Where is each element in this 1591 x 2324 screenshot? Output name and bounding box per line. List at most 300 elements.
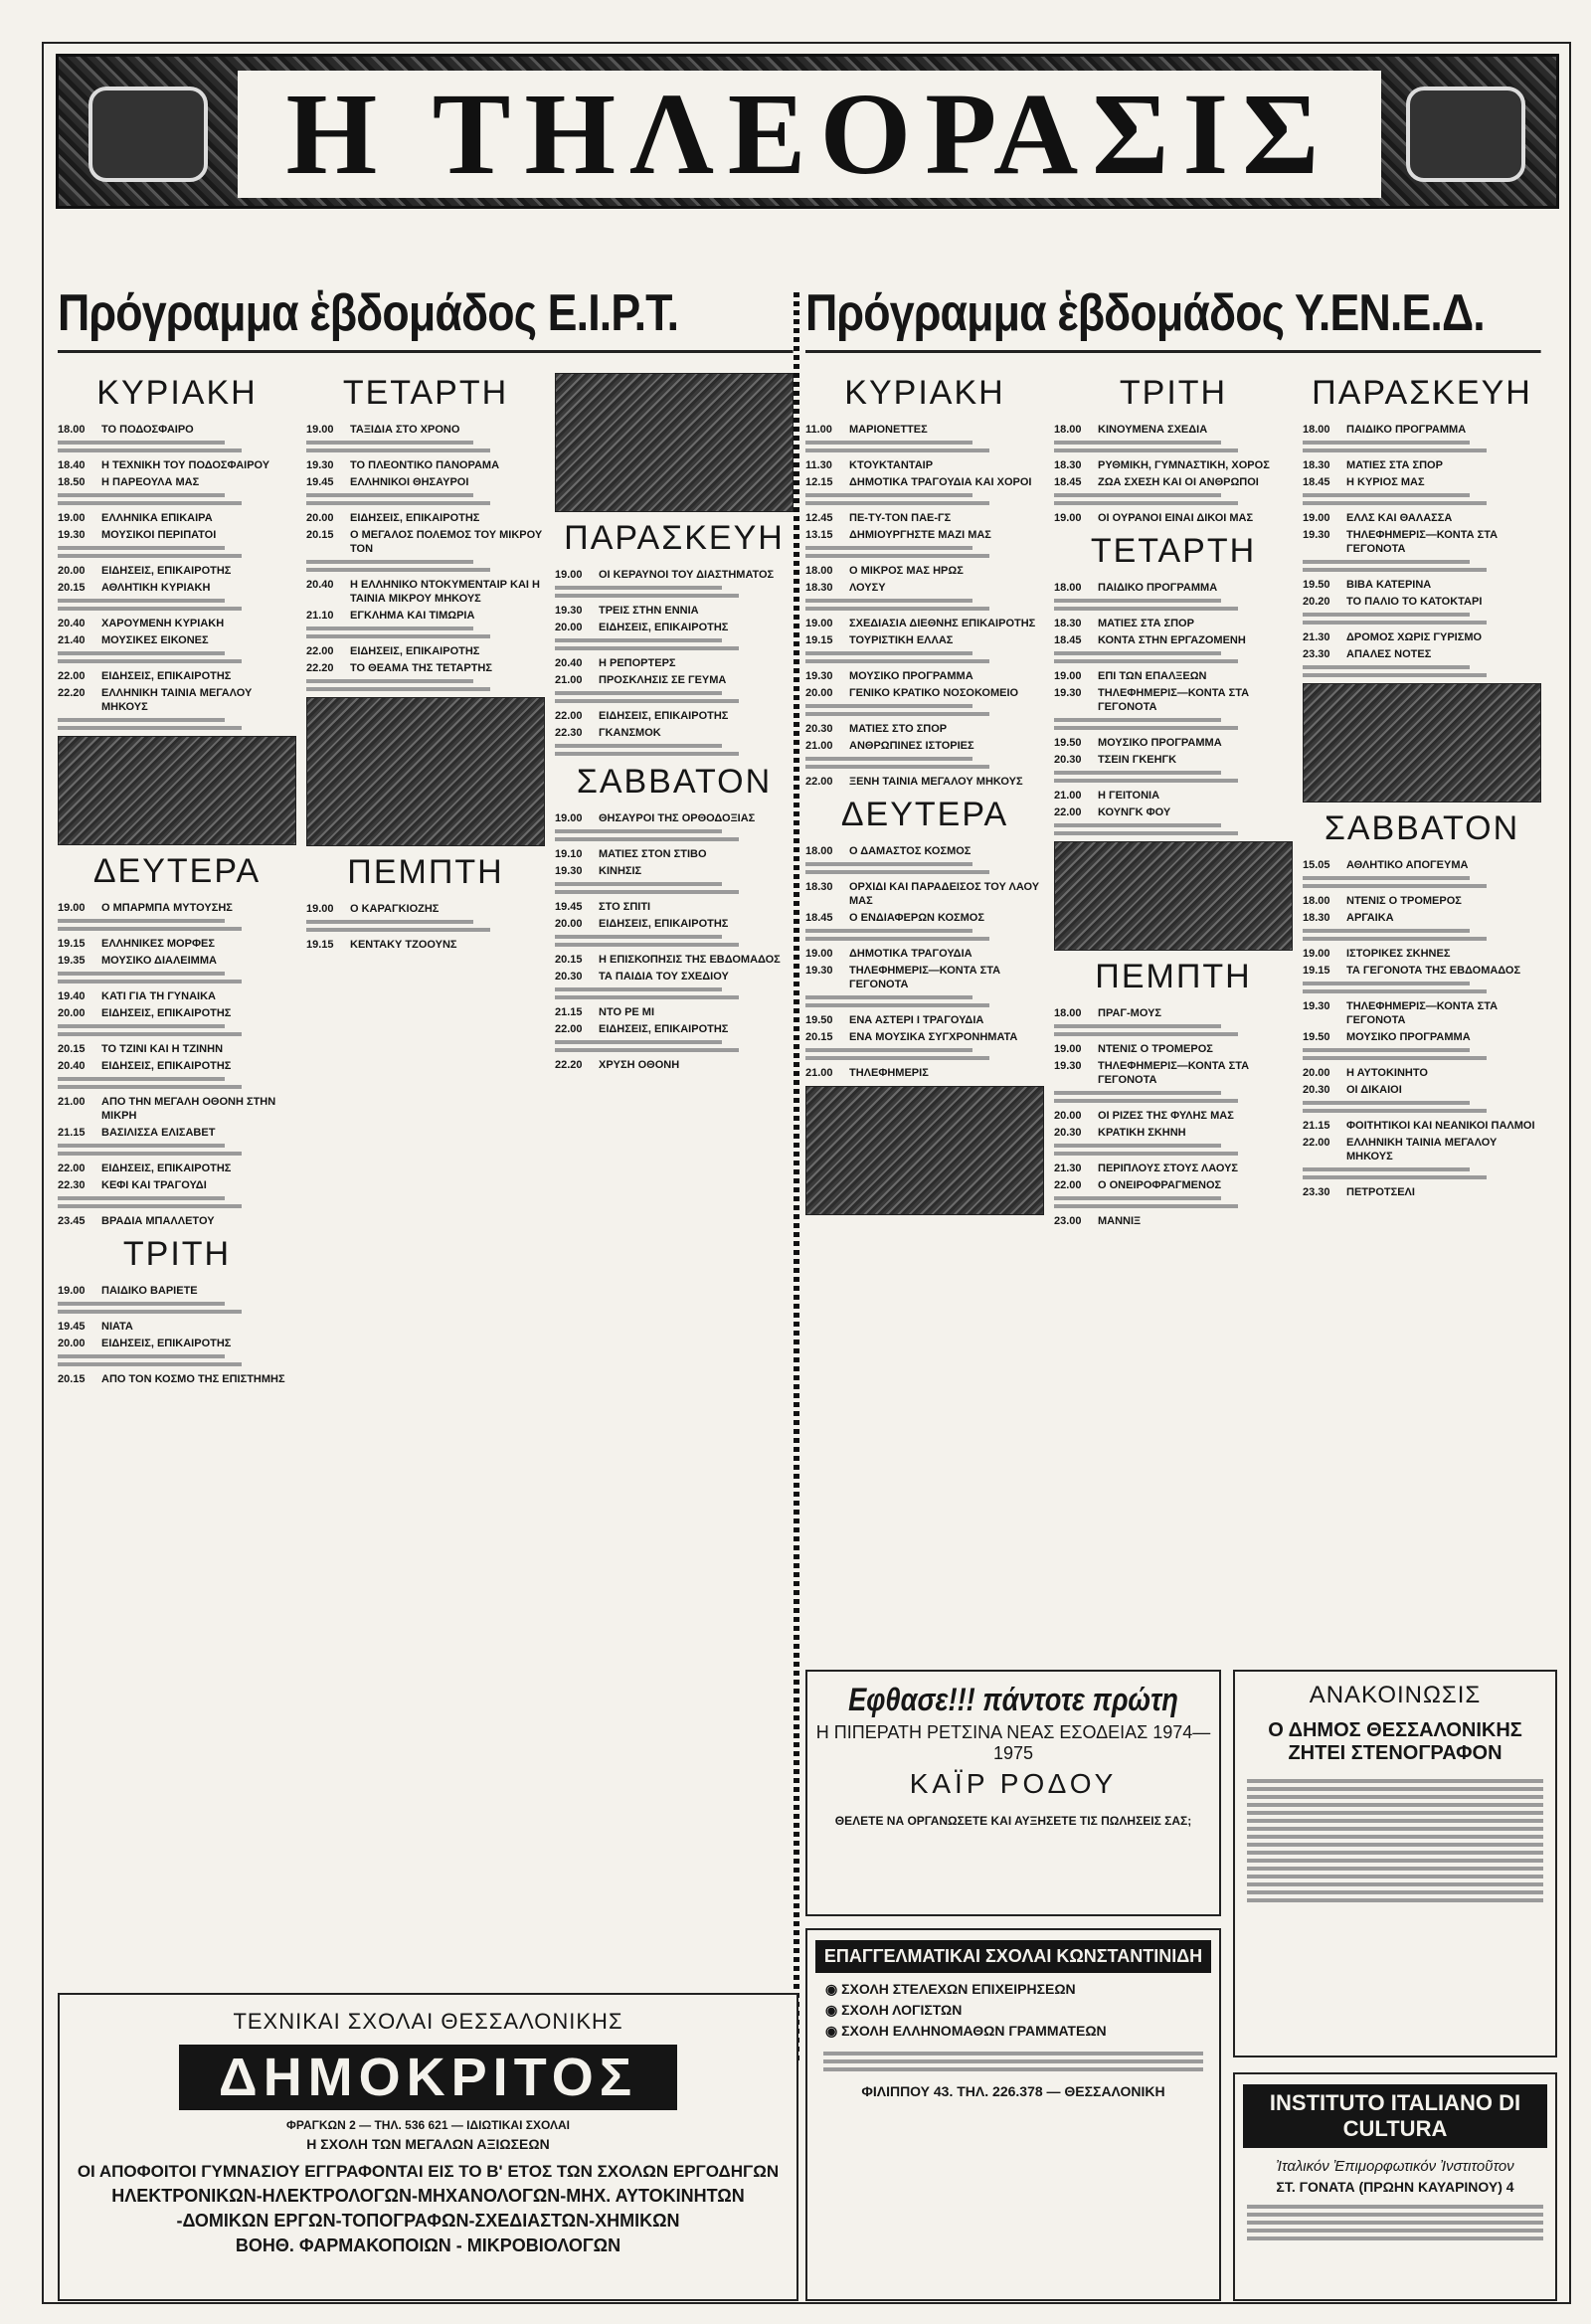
notice-heading: ΑΝΑΚΟΙΝΩΣΙΣ xyxy=(1309,1682,1482,1708)
program-title: Ο ΚΑΡΑΓΚΙΟΖΗΣ xyxy=(350,903,440,915)
program-time: 20.00 xyxy=(805,687,833,699)
program-time: 20.15 xyxy=(58,1043,86,1055)
program-time: 19.45 xyxy=(555,901,583,913)
program-time: 21.00 xyxy=(1054,790,1082,802)
program-time: 23.30 xyxy=(1303,1186,1330,1198)
program-description xyxy=(805,1048,1044,1060)
program-title: ΚΤΟΥΚΤΑΝΤΑΙΡ xyxy=(849,459,934,471)
program-entry xyxy=(555,726,794,740)
ad-subtitle: Ἰταλικόν Ἐπιμορφωτικόν Ἰνστιτοῦτον xyxy=(1276,2158,1514,2175)
notice-body xyxy=(1247,1779,1543,1902)
day-heading: ΔΕΥΤΕΡΑ xyxy=(840,796,1009,833)
program-title: ΖΩΑ ΣΧΕΣΗ ΚΑΙ ΟΙ ΑΝΘΡΩΠΟΙ xyxy=(1098,476,1259,488)
program-entry xyxy=(1303,911,1541,925)
program-time: 11.00 xyxy=(805,424,832,436)
program-description xyxy=(58,1077,296,1089)
program-title: ΡΥΘΜΙΚΗ, ΓΥΜΝΑΣΤΙΚΗ, ΧΟΡΟΣ xyxy=(1098,459,1270,471)
program-entry xyxy=(1303,1083,1541,1097)
program-title: ΚΕΦΙ ΚΑΙ ΤΡΑΓΟΥΔΙ xyxy=(101,1179,207,1191)
ad-item: ◉ ΣΧΟΛΗ ΣΤΕΛΕΧΩΝ ΕΠΙΧΕΙΡΗΣΕΩΝ xyxy=(825,1981,1076,1997)
program-time: 18.00 xyxy=(1303,424,1330,436)
program-time: 22.00 xyxy=(1303,1137,1330,1149)
program-entry xyxy=(58,669,296,683)
ad-enrollment: ΟΙ ΑΠΟΦΟΙΤΟΙ ΓΥΜΝΑΣΙΟΥ ΕΓΓΡΑΦΟΝΤΑΙ ΕΙΣ ΤΟ Β' ΕΤΟΣ ΤΩΝ ΣΧΟΛΩΝ ΕΡΓΟΔΗΓΩΝ xyxy=(77,2162,780,2181)
program-time: 15.05 xyxy=(1303,859,1330,871)
program-time: 18.00 xyxy=(1303,895,1330,907)
program-title: ΤΣΕΙΝ ΓΚΕΗΓΚ xyxy=(1098,754,1177,766)
program-time: 20.30 xyxy=(1054,754,1082,766)
program-title: ΑΘΛΗΤΙΚΗ ΚΥΡΙΑΚΗ xyxy=(101,582,211,594)
eirt-schedule xyxy=(58,282,794,1389)
program-title: Ο ΕΝΔΙΑΦΕΡΩΝ ΚΟΣΜΟΣ xyxy=(849,912,984,924)
program-description xyxy=(306,560,545,572)
program-time: 19.50 xyxy=(1303,579,1330,591)
konstantinidis-schools-ad xyxy=(805,1928,1221,2301)
program-title: ΝΤΕΝΙΣ Ο ΤΡΟΜΕΡΟΣ xyxy=(1346,895,1462,907)
program-entry xyxy=(1054,736,1293,750)
program-description xyxy=(58,718,296,730)
program-time: 20.15 xyxy=(555,954,583,966)
program-title: ΠΑΙΔΙΚΟ ΠΡΟΓΡΑΜΜΑ xyxy=(1098,582,1218,594)
program-time: 20.30 xyxy=(1054,1127,1082,1139)
tv-screen-icon xyxy=(1406,87,1525,182)
program-entry xyxy=(805,844,1044,858)
program-description xyxy=(1303,441,1541,452)
program-entry xyxy=(1303,947,1541,961)
program-title: ΕΙΔΗΣΕΙΣ, ΕΠΙΚΑΙΡΟΤΗΣ xyxy=(350,512,480,524)
program-entry xyxy=(805,1030,1044,1044)
program-title: ΕΙΔΗΣΕΙΣ, ΕΠΙΚΑΙΡΟΤΗΣ xyxy=(599,918,729,930)
program-title: ΕΓΚΛΗΜΑ ΚΑΙ ΤΙΜΩΡΙΑ xyxy=(350,610,475,622)
program-time: 19.00 xyxy=(58,902,86,914)
program-description xyxy=(58,651,296,663)
program-entry xyxy=(805,722,1044,736)
program-time: 20.15 xyxy=(58,582,86,594)
program-description xyxy=(555,744,794,756)
program-time: 20.00 xyxy=(1303,1067,1330,1079)
program-photo xyxy=(58,736,296,845)
program-entry xyxy=(555,864,794,878)
program-description xyxy=(1303,1167,1541,1179)
program-description xyxy=(306,679,545,691)
ad-headline: Εφθασε!!! πάντοτε πρώτη xyxy=(848,1682,1178,1717)
program-time: 23.00 xyxy=(1054,1215,1082,1227)
program-entry xyxy=(805,1013,1044,1027)
program-entry xyxy=(1054,1162,1293,1175)
program-entry xyxy=(58,1337,296,1350)
program-entry xyxy=(805,528,1044,542)
program-title: ΤΗΛΕΦΗΜΕΡΙΣ xyxy=(849,1067,929,1079)
program-entry xyxy=(805,458,1044,472)
program-time: 20.15 xyxy=(306,529,334,541)
program-description xyxy=(58,599,296,611)
program-time: 19.50 xyxy=(805,1014,833,1026)
program-photo xyxy=(1303,683,1541,803)
masthead-band xyxy=(238,71,1381,198)
program-title: ΒΙΒΑ ΚΑΤΕΡΙΝΑ xyxy=(1346,579,1432,591)
program-entry xyxy=(306,528,545,556)
program-title: ΠΕΡΙΠΛΟΥΣ ΣΤΟΥΣ ΛΑΟΥΣ xyxy=(1098,1162,1239,1174)
program-title: ΜΟΥΣΙΚΟ ΠΡΟΓΡΑΜΜΑ xyxy=(1098,737,1222,749)
program-entry xyxy=(58,1214,296,1228)
eirt-heading: Πρόγραμμα ἑβδομάδος Ε.Ι.Ρ.Τ. xyxy=(58,282,794,353)
program-description xyxy=(805,441,1044,452)
program-title: ΠΑΙΔΙΚΟ ΒΑΡΙΕΤΕ xyxy=(101,1285,198,1297)
program-title: ΚΙΝΗΣΙΣ xyxy=(599,865,642,877)
program-time: 19.30 xyxy=(555,605,583,617)
program-entry xyxy=(1303,1185,1541,1199)
program-description xyxy=(1054,1196,1293,1208)
program-title: ΓΕΝΙΚΟ ΚΡΑΤΙΚΟ ΝΟΣΟΚΟΜΕΙΟ xyxy=(849,687,1019,699)
program-title: Ο ΟΝΕΙΡΟΦΡΑΓΜΕΝΟΣ xyxy=(1098,1179,1222,1191)
yened-column-3 xyxy=(1303,367,1541,1231)
day-heading: ΠΑΡΑΣΚΕΥΗ xyxy=(564,519,785,557)
program-entry xyxy=(306,661,545,675)
program-time: 19.30 xyxy=(1303,1000,1330,1012)
program-time: 18.40 xyxy=(58,459,86,471)
program-title: ΕΛΛΗΝΙΚΗ ΤΑΙΝΙΑ ΜΕΓΑΛΟΥ ΜΗΚΟΥΣ xyxy=(101,687,253,713)
program-title: Ο ΜΕΓΑΛΟΣ ΠΟΛΕΜΟΣ ΤΟΥ ΜΙΚΡΟΥ ΤΟΝ xyxy=(350,529,543,555)
ad-title: INSTITUTO ITALIANO DI CULTURA xyxy=(1243,2084,1547,2148)
day-heading: ΠΑΡΑΣΚΕΥΗ xyxy=(1312,374,1532,412)
program-entry xyxy=(58,475,296,489)
program-time: 19.30 xyxy=(58,529,86,541)
yened-column-2 xyxy=(1054,367,1293,1231)
program-entry xyxy=(58,1006,296,1020)
program-title: ΚΡΑΤΙΚΗ ΣΚΗΝΗ xyxy=(1098,1127,1186,1139)
program-time: 18.45 xyxy=(1303,476,1330,488)
program-entry xyxy=(1054,458,1293,472)
program-title: ΦΟΙΤΗΤΙΚΟΙ ΚΑΙ ΝΕΑΝΙΚΟΙ ΠΑΛΜΟΙ xyxy=(1346,1120,1535,1132)
program-title: ΟΙ ΔΙΚΑΙΟΙ xyxy=(1346,1084,1402,1096)
program-description xyxy=(1303,665,1541,677)
program-entry xyxy=(805,581,1044,595)
program-description xyxy=(1303,560,1541,572)
program-title: ΜΑΤΙΕΣ ΣΤΑ ΣΠΟΡ xyxy=(1098,618,1194,629)
program-time: 21.00 xyxy=(805,740,833,752)
program-description xyxy=(306,441,545,452)
program-entry xyxy=(555,847,794,861)
program-title: ΜΑΡΙΟΝΕΤΤΕΣ xyxy=(849,424,928,436)
ad-heading: ΤΕΧΝΙΚΑΙ ΣΧΟΛΑΙ ΘΕΣΣΑΛΟΝΙΚΗΣ xyxy=(233,2009,623,2034)
yened-column-1 xyxy=(805,367,1044,1231)
program-entry xyxy=(1054,511,1293,525)
ad-body xyxy=(823,2052,1203,2071)
ad-specialties: -ΔΟΜΙΚΩΝ ΕΡΓΩΝ-ΤΟΠΟΓΡΑΦΩΝ-ΣΧΕΔΙΑΣΤΩΝ-ΧΗΜΙΚΩΝ xyxy=(176,2211,680,2231)
program-title: ΕΝΑ ΑΣΤΕΡΙ Ι ΤΡΑΓΟΥΔΙΑ xyxy=(849,1014,984,1026)
program-title: ΣΤΟ ΣΠΙΤΙ xyxy=(599,901,651,913)
day-heading: ΔΕΥΤΕΡΑ xyxy=(92,852,262,890)
program-time: 18.45 xyxy=(1054,476,1082,488)
program-entry xyxy=(306,609,545,623)
program-entry xyxy=(306,578,545,606)
program-description xyxy=(805,929,1044,941)
program-title: ΠΡΑΓ-ΜΟΥΣ xyxy=(1098,1007,1162,1019)
ad-slogan: Η ΣΧΟΛΗ ΤΩΝ ΜΕΓΑΛΩΝ ΑΞΙΩΣΕΩΝ xyxy=(306,2136,550,2152)
program-title: ΕΙΔΗΣΕΙΣ, ΕΠΙΚΑΙΡΟΤΗΣ xyxy=(101,1162,232,1174)
ad-title: ΕΠΑΓΓΕΛΜΑΤΙΚΑΙ ΣΧΟΛΑΙ ΚΩΝΣΤΑΝΤΙΝΙΔΗ xyxy=(815,1940,1211,1973)
program-title: ΔΗΜΟΤΙΚΑ ΤΡΑΓΟΥΔΙΑ xyxy=(849,948,972,960)
program-entry xyxy=(555,656,794,670)
program-entry xyxy=(1303,1136,1541,1163)
day-heading: ΚΥΡΙΑΚΗ xyxy=(844,374,1005,412)
program-entry xyxy=(555,917,794,931)
program-entry xyxy=(1303,1030,1541,1044)
program-description xyxy=(58,972,296,983)
program-time: 22.30 xyxy=(555,727,583,739)
program-title: ΟΙ ΚΕΡΑΥΝΟΙ ΤΟΥ ΔΙΑΣΤΗΜΑΤΟΣ xyxy=(599,569,775,581)
masthead-title: Η ΤΗΛΕΟΡΑΣΙΣ xyxy=(285,69,1333,199)
program-entry xyxy=(1054,423,1293,437)
program-title: ΒΑΣΙΛΙΣΣΑ ΕΛΙΣΑΒΕΤ xyxy=(101,1127,216,1139)
program-entry xyxy=(555,709,794,723)
program-description xyxy=(555,1040,794,1052)
program-time: 22.00 xyxy=(58,670,86,682)
program-time: 18.30 xyxy=(1303,459,1330,471)
program-entry xyxy=(58,954,296,968)
program-description xyxy=(306,493,545,505)
program-entry xyxy=(555,1022,794,1036)
ad-subline: Η ΠΙΠΕΡΑΤΗ ΡΕΤΣΙΝΑ ΝΕΑΣ ΕΣΟΔΕΙΑΣ 1974—1975 xyxy=(815,1722,1211,1763)
program-description xyxy=(58,493,296,505)
program-title: ΤΑ ΠΑΙΔΙΑ ΤΟΥ ΣΧΕΔΙΟΥ xyxy=(599,971,729,983)
day-heading: ΤΡΙΤΗ xyxy=(1119,374,1228,412)
program-entry xyxy=(1054,686,1293,714)
program-entry xyxy=(805,423,1044,437)
program-description xyxy=(1303,929,1541,941)
program-time: 21.10 xyxy=(306,610,334,622)
program-title: ΤΟ ΘΕΑΜΑ ΤΗΣ ΤΕΤΑΡΤΗΣ xyxy=(350,662,492,674)
program-entry xyxy=(1054,1042,1293,1056)
program-title: ΜΟΥΣΙΚΕΣ ΕΙΚΟΝΕΣ xyxy=(101,634,209,646)
program-time: 18.00 xyxy=(805,845,833,857)
program-title: ΤΗΛΕΦΗΜΕΡΙΣ—ΚΟΝΤΑ ΣΤΑ ΓΕΓΟΝΟΤΑ xyxy=(849,965,1001,990)
program-description xyxy=(555,638,794,650)
program-entry xyxy=(58,901,296,915)
program-entry xyxy=(805,1066,1044,1080)
program-title: Ο ΔΑΜΑΣΤΟΣ ΚΟΣΜΟΣ xyxy=(849,845,972,857)
program-title: ΣΧΕΔΙΑΣΙΑ ΔΙΕΘΝΗΣ ΕΠΙΚΑΙΡΟΤΗΣ xyxy=(849,618,1036,629)
program-title: ΕΙΔΗΣΕΙΣ, ΕΠΙΚΑΙΡΟΤΗΣ xyxy=(350,645,480,657)
program-entry xyxy=(1303,647,1541,661)
program-title: ΝΤΕΝΙΣ Ο ΤΡΟΜΕΡΟΣ xyxy=(1098,1043,1213,1055)
day-heading: ΠΕΜΠΤΗ xyxy=(1095,958,1252,995)
program-description xyxy=(58,546,296,558)
program-entry xyxy=(1303,423,1541,437)
program-description xyxy=(1303,982,1541,993)
ad-address: ΦΙΛΙΠΠΟΥ 43. ΤΗΛ. 226.378 — ΘΕΣΣΑΛΟΝΙΚΗ xyxy=(861,2083,1165,2099)
program-entry xyxy=(1303,999,1541,1027)
program-time: 19.50 xyxy=(1303,1031,1330,1043)
program-title: ΤΟ ΠΟΔΟΣΦΑΙΡΟ xyxy=(101,424,194,436)
program-time: 21.15 xyxy=(58,1127,86,1139)
program-title: ΑΠΑΛΕΣ ΝΟΤΕΣ xyxy=(1346,648,1432,660)
program-description xyxy=(1054,771,1293,783)
program-title: ΤΑ ΓΕΓΟΝΟΤΑ ΤΗΣ ΕΒΔΟΜΑΔΟΣ xyxy=(1346,965,1521,977)
program-entry xyxy=(58,1372,296,1386)
program-title: Η ΕΠΙΣΚΟΠΗΣΙΣ ΤΗΣ ΕΒΔΟΜΑΔΟΣ xyxy=(599,954,781,966)
program-entry xyxy=(1303,630,1541,644)
program-time: 22.30 xyxy=(58,1179,86,1191)
program-entry xyxy=(805,964,1044,991)
program-time: 19.00 xyxy=(58,1285,86,1297)
program-description xyxy=(1054,493,1293,505)
program-title: ΜΟΥΣΙΚΟ ΠΡΟΓΡΑΜΜΑ xyxy=(849,670,973,682)
program-entry xyxy=(555,970,794,983)
program-title: ΘΗΣΑΥΡΟΙ ΤΗΣ ΟΡΘΟΔΟΞΙΑΣ xyxy=(599,812,756,824)
program-entry xyxy=(555,1005,794,1019)
program-title: ΝΤΟ ΡΕ ΜΙ xyxy=(599,1006,655,1018)
program-entry xyxy=(1303,511,1541,525)
program-time: 21.30 xyxy=(1054,1162,1082,1174)
program-entry xyxy=(805,669,1044,683)
program-entry xyxy=(1303,894,1541,908)
program-time: 22.00 xyxy=(805,776,833,788)
program-description xyxy=(58,1302,296,1314)
program-title: ΕΙΔΗΣΕΙΣ, ΕΠΙΚΑΙΡΟΤΗΣ xyxy=(101,1007,232,1019)
program-time: 21.00 xyxy=(555,674,583,686)
program-entry xyxy=(306,902,545,916)
program-title: ΝΙΑΤΑ xyxy=(101,1321,133,1333)
day-heading: ΤΡΙΤΗ xyxy=(122,1235,232,1273)
program-time: 20.30 xyxy=(805,723,833,735)
ad-item: ◉ ΣΧΟΛΗ ΛΟΓΙΣΤΩΝ xyxy=(825,2002,963,2018)
program-time: 22.20 xyxy=(306,662,334,674)
program-title: ΧΡΥΣΗ ΟΘΟΝΗ xyxy=(599,1059,680,1071)
program-time: 18.30 xyxy=(1054,459,1082,471)
day-heading: ΤΕΤΑΡΤΗ xyxy=(342,374,509,412)
program-description xyxy=(805,599,1044,611)
program-entry xyxy=(1303,475,1541,489)
italian-institute-ad xyxy=(1233,2072,1557,2301)
program-time: 19.15 xyxy=(306,939,334,951)
program-time: 20.00 xyxy=(58,565,86,577)
program-title: Η ΕΛΛΗΝΙΚΟ ΝΤΟΚΥΜΕΝΤΑΙΡ ΚΑΙ Η ΤΑΙΝΙΑ ΜΙΚΡΟΥ ΜΗΚΟΥΣ xyxy=(350,579,540,605)
program-time: 19.00 xyxy=(306,424,334,436)
program-title: ΑΠΟ ΤΗΝ ΜΕΓΑΛΗ ΟΘΟΝΗ ΣΤΗΝ ΜΙΚΡΗ xyxy=(101,1096,276,1122)
program-time: 20.30 xyxy=(555,971,583,983)
program-time: 19.00 xyxy=(306,903,334,915)
program-time: 22.00 xyxy=(555,710,583,722)
democritus-schools-ad xyxy=(58,1993,798,2301)
program-time: 12.45 xyxy=(805,512,833,524)
program-entry xyxy=(1054,475,1293,489)
program-time: 19.30 xyxy=(306,459,334,471)
program-time: 22.00 xyxy=(1054,1179,1082,1191)
program-title: Ο ΜΠΑΡΜΠΑ ΜΥΤΟΥΣΗΣ xyxy=(101,902,233,914)
program-description xyxy=(1303,493,1541,505)
program-entry xyxy=(805,686,1044,700)
program-title: Η ΑΥΤΟΚΙΝΗΤΟ xyxy=(1346,1067,1428,1079)
program-entry xyxy=(306,423,545,437)
program-entry xyxy=(1303,964,1541,978)
program-entry xyxy=(555,621,794,634)
program-entry xyxy=(805,633,1044,647)
program-title: ΕΝΑ ΜΟΥΣΙΚΑ ΣΥΓΧΡΟΝΗΜΑΤΑ xyxy=(849,1031,1018,1043)
program-entry xyxy=(58,1042,296,1056)
program-entry xyxy=(58,686,296,714)
eirt-column-3 xyxy=(555,367,794,1389)
program-time: 22.20 xyxy=(58,687,86,699)
program-description xyxy=(1054,718,1293,730)
program-title: ΕΛΛΗΝΙΚΗ ΤΑΙΝΙΑ ΜΕΓΑΛΟΥ ΜΗΚΟΥΣ xyxy=(1346,1137,1498,1162)
program-time: 20.00 xyxy=(58,1338,86,1349)
program-title: ΤΟ ΠΛΕΟΝΤΙΚΟ ΠΑΝΟΡΑΜΑ xyxy=(350,459,500,471)
program-title: ΕΛΛΗΝΙΚΕΣ ΜΟΡΦΕΣ xyxy=(101,938,215,950)
program-title: ΜΟΥΣΙΚΟ ΔΙΑΛΕΙΜΜΑ xyxy=(101,955,217,967)
retsina-advertisement xyxy=(805,1670,1221,1916)
program-description xyxy=(1054,651,1293,663)
program-time: 21.15 xyxy=(1303,1120,1330,1132)
program-time: 19.00 xyxy=(1054,512,1082,524)
program-description xyxy=(555,691,794,703)
program-entry xyxy=(58,633,296,647)
program-description xyxy=(1054,441,1293,452)
program-title: Η ΓΕΙΤΟΝΙΑ xyxy=(1098,790,1160,802)
yened-schedule xyxy=(805,282,1541,1231)
program-time: 18.45 xyxy=(1054,634,1082,646)
program-entry xyxy=(58,617,296,630)
program-time: 19.00 xyxy=(805,948,833,960)
program-entry xyxy=(58,564,296,578)
program-description xyxy=(555,829,794,841)
program-entry xyxy=(1054,669,1293,683)
program-entry xyxy=(805,617,1044,630)
ad-brand: ΚΑΪΡ ΡΟΔΟΥ xyxy=(909,1768,1118,1799)
program-entry xyxy=(58,1178,296,1192)
program-title: ΕΠΙ ΤΩΝ ΕΠΑΛΞΕΩΝ xyxy=(1098,670,1207,682)
program-entry xyxy=(306,644,545,658)
program-title: ΟΙ ΟΥΡΑΝΟΙ ΕΙΝΑΙ ΔΙΚΟΙ ΜΑΣ xyxy=(1098,512,1254,524)
program-time: 20.15 xyxy=(805,1031,833,1043)
program-entry xyxy=(805,775,1044,789)
day-heading: ΚΥΡΙΑΚΗ xyxy=(96,374,258,412)
program-entry xyxy=(805,564,1044,578)
program-description xyxy=(1303,1101,1541,1113)
program-entry xyxy=(306,938,545,952)
program-entry xyxy=(1054,633,1293,647)
program-time: 20.40 xyxy=(306,579,334,591)
program-description xyxy=(805,651,1044,663)
ad-contact: ΦΡΑΓΚΩΝ 2 — ΤΗΛ. 536 621 — ΙΔΙΩΤΙΚΑΙ ΣΧΟΛΑΙ xyxy=(286,2118,570,2132)
program-title: Η ΡΕΠΟΡΤΕΡΣ xyxy=(599,657,676,669)
program-time: 21.00 xyxy=(58,1096,86,1108)
program-title: ΟΡΧΙΔΙ ΚΑΙ ΠΑΡΑΔΕΙΣΟΣ ΤΟΥ ΛΑΟΥ ΜΑΣ xyxy=(849,881,1040,907)
newspaper-page xyxy=(42,42,1571,2304)
program-entry xyxy=(1054,1006,1293,1020)
program-time: 22.00 xyxy=(555,1023,583,1035)
program-description xyxy=(58,919,296,931)
program-time: 18.30 xyxy=(805,881,833,893)
program-entry xyxy=(58,989,296,1003)
program-photo xyxy=(1054,841,1293,951)
ad-specialties: ΗΛΕΚΤΡΟΝΙΚΩΝ-ΗΛΕΚΤΡΟΛΟΓΩΝ-ΜΗΧΑΝΟΛΟΓΩΝ-ΜΗΧ. ΑΥΤΟΚΙΝΗΤΩΝ xyxy=(111,2186,745,2206)
program-title: ΤΟ ΠΑΛΙΟ ΤΟ ΚΑΤΟΚΤΑΡΙ xyxy=(1346,596,1483,608)
masthead xyxy=(56,54,1559,209)
program-title: ΤΡΕΙΣ ΣΤΗΝ ΕΝΝΙΑ xyxy=(599,605,699,617)
program-time: 19.40 xyxy=(58,990,86,1002)
program-entry xyxy=(805,947,1044,961)
program-title: ΤΗΛΕΦΗΜΕΡΙΣ—ΚΟΝΤΑ ΣΤΑ ΓΕΓΟΝΟΤΑ xyxy=(1098,1060,1250,1086)
program-entry xyxy=(58,511,296,525)
program-time: 19.00 xyxy=(1303,512,1330,524)
program-time: 22.20 xyxy=(555,1059,583,1071)
program-entry xyxy=(306,511,545,525)
program-title: ΤΗΛΕΦΗΜΕΡΙΣ—ΚΟΝΤΑ ΣΤΑ ΓΕΓΟΝΟΤΑ xyxy=(1098,687,1250,713)
program-description xyxy=(555,987,794,999)
program-time: 19.30 xyxy=(805,670,833,682)
program-entry xyxy=(1303,1119,1541,1133)
